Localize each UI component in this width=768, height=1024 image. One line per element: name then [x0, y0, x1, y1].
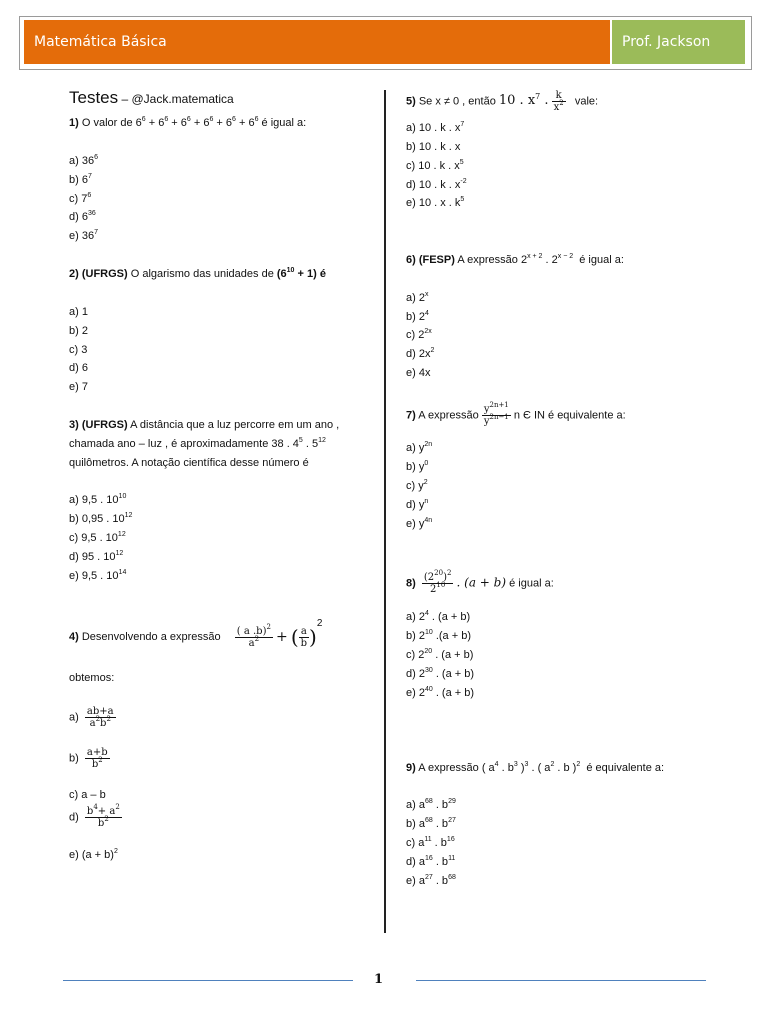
q2-option-c: c) 3 [69, 344, 88, 356]
q5-option-e: e) 10 . x . $k^5$ [406, 196, 465, 209]
q4-obtemos: obtemos: [69, 672, 115, 684]
q6-option-e: e) 4x [406, 367, 431, 379]
q1-text-end: é igual a: [258, 117, 307, 129]
header-teacher-bar [612, 20, 745, 64]
q2-number: 2) (UFRGS) [69, 268, 128, 280]
q7-option-e: e) $y^{4n}$ [406, 517, 433, 530]
q7-option-a: a) $y^{2n}$ [406, 441, 433, 454]
q9-option-d: d) $a^{16}$ . $b^{11}$ [406, 855, 456, 868]
q2-text: O algarismo das unidades de [127, 268, 277, 280]
q4-option-c: c) a – b [69, 789, 106, 801]
page-title [69, 88, 234, 108]
q4-option-d: d) $\frac{b^4+ a^2}{b^2}$ [69, 803, 120, 829]
q1-text: O valor de 6 [78, 117, 142, 129]
q3-option-b: b) 0,95 . $10^{12}$ [69, 512, 133, 525]
question-1: 1) O valor de $6^6 + 6^6 + 6^6 + 6^6 + 6^6 + 6^6$ é igual a: [69, 116, 307, 129]
q5-number: 5) [406, 95, 416, 108]
q5-option-b: b) 10 . k . x [406, 141, 461, 153]
q2-option-e: e) 7 [69, 381, 88, 393]
q8-option-c: c) $2^{20}$ . (a + b) [406, 648, 474, 661]
footer-line-right [416, 980, 706, 981]
q5-option-d: d) 10 . k . $x^{-2}$ [406, 178, 467, 191]
q9-option-b: b) $a^{68}$ . $b^{27}$ [406, 817, 456, 830]
q8-option-a: a) $2^4$ . (a + b) [406, 610, 471, 623]
q3-option-a: a) 9,5 . $10^{10}$ [69, 493, 127, 506]
q8-option-b: b) $2^{10}$ .(a + b) [406, 629, 471, 642]
question-3-line-3: quilômetros. A notação científica desse número é [69, 457, 309, 469]
question-3-line-2: chamada ano – luz , é aproximadamente 38 . $4^5$ . $5^{12}$ [69, 437, 326, 450]
q4-expression-frac: $\frac{( a .b)^2}{a^2}$ [236, 622, 271, 649]
question-4: 4) Desenvolvendo a expressão $\frac{( a .b)^2}{a^2}$ + ( $\frac{a}{b}$ )$^2$ [69, 618, 323, 650]
q1-option-a: a) $36^6$ [69, 154, 98, 167]
question-6: 6) (FESP) A expressão $2^{x + 2}$ . $2^{x - 2}$ é igual a: [406, 253, 624, 266]
question-2: 2) (UFRGS) O algarismo das unidades de $(6^{10} + 1)$ é [69, 267, 326, 280]
q1-number: 1) [69, 117, 79, 129]
question-7: 7) A expressão $\frac{y^{2n+1}}{y^{2n-1}}$ n Є IN é equivalente a: [406, 401, 626, 427]
q5-option-a: a) 10 . k . $x^7$ [406, 121, 465, 134]
q8-option-d: d) $2^{30}$ . (a + b) [406, 667, 475, 680]
q7-option-c: c) $y^2$ [406, 479, 428, 492]
q6-option-a: a) 2$^x$ [406, 291, 429, 304]
q6-option-b: b) $2^4$ [406, 310, 429, 323]
q4-text: Desenvolvendo a expressão [78, 631, 221, 643]
question-5: 5) Se x ≠ 0 , então 10 . $x^7$ . $\frac{k}{x^2}$ vale: [406, 90, 599, 113]
q9-option-a: a) $a^{68}$ . $b^{29}$ [406, 798, 456, 811]
header-course-bar [24, 20, 610, 64]
q9-option-c: c) $a^{11}$ . $b^{16}$ [406, 836, 455, 849]
q3-option-d: d) 95 . $10^{12}$ [69, 550, 124, 563]
q4-expression-frac2: $\frac{a}{b}$ [300, 625, 308, 649]
q9-number: 9) [406, 762, 416, 774]
q7-option-d: d) $y^n$ [406, 498, 429, 511]
q7-option-b: b) $y^0$ [406, 460, 429, 473]
q3-option-e: e) 9,5 . $10^{14}$ [69, 569, 127, 582]
teacher-name: Prof. Jackson [622, 34, 711, 50]
q6-number: 6) (FESP) [406, 254, 455, 266]
q4-option-a: a) $\frac{ab+a}{a^2b^2}$ [69, 706, 114, 729]
q2-option-d: d) 6 [69, 362, 88, 374]
question-9: 9) A expressão ( $a^4$ . $b^3$ )$^3$ . ( $a^2$ . b )$^2$ é equivalente a: [406, 761, 665, 774]
q8-option-e: e) $2^{40}$ . (a + b) [406, 686, 475, 699]
q8-number: 8) [406, 577, 416, 590]
footer-line-left [63, 980, 353, 981]
q1-option-d: d) $6^{36}$ [69, 210, 96, 223]
question-8: 8) $\frac{(2^{20})^2}{2^{10}}$ . (a + b) é igual a: [406, 569, 554, 595]
title-main: Testes [69, 88, 119, 107]
q1-option-b: b) $6^7$ [69, 173, 92, 186]
q2-option-a: a) 1 [69, 306, 88, 318]
q3-number: 3) (UFRGS) [69, 419, 128, 431]
q4-option-b: b) $\frac{a+b}{b^2}$ [69, 747, 108, 770]
q4-option-e: e) $(a + b)^2$ [69, 848, 118, 861]
q1-option-c: c) $7^6$ [69, 192, 92, 205]
question-3-line-1: 3) (UFRGS) A distância que a luz percorre em um ano , [69, 419, 340, 431]
q7-number: 7) [406, 409, 416, 422]
page-number: 1 [374, 972, 384, 987]
column-divider [384, 90, 386, 933]
course-title: Matemática Básica [34, 34, 167, 50]
q2-option-b: b) 2 [69, 325, 88, 337]
q4-number: 4) [69, 631, 79, 643]
q6-option-c: c) $2^{2x}$ [406, 328, 432, 341]
q9-option-e: e) $a^{27}$ . $b^{68}$ [406, 874, 456, 887]
title-sub: – @Jack.matematica [118, 92, 234, 106]
q5-option-c: c) 10 . k . $x^5$ [406, 159, 464, 172]
q6-option-d: d) $2x^2$ [406, 347, 435, 360]
q1-option-e: e) $36^7$ [69, 229, 98, 242]
q3-option-c: c) 9,5 . $10^{12}$ [69, 531, 126, 544]
